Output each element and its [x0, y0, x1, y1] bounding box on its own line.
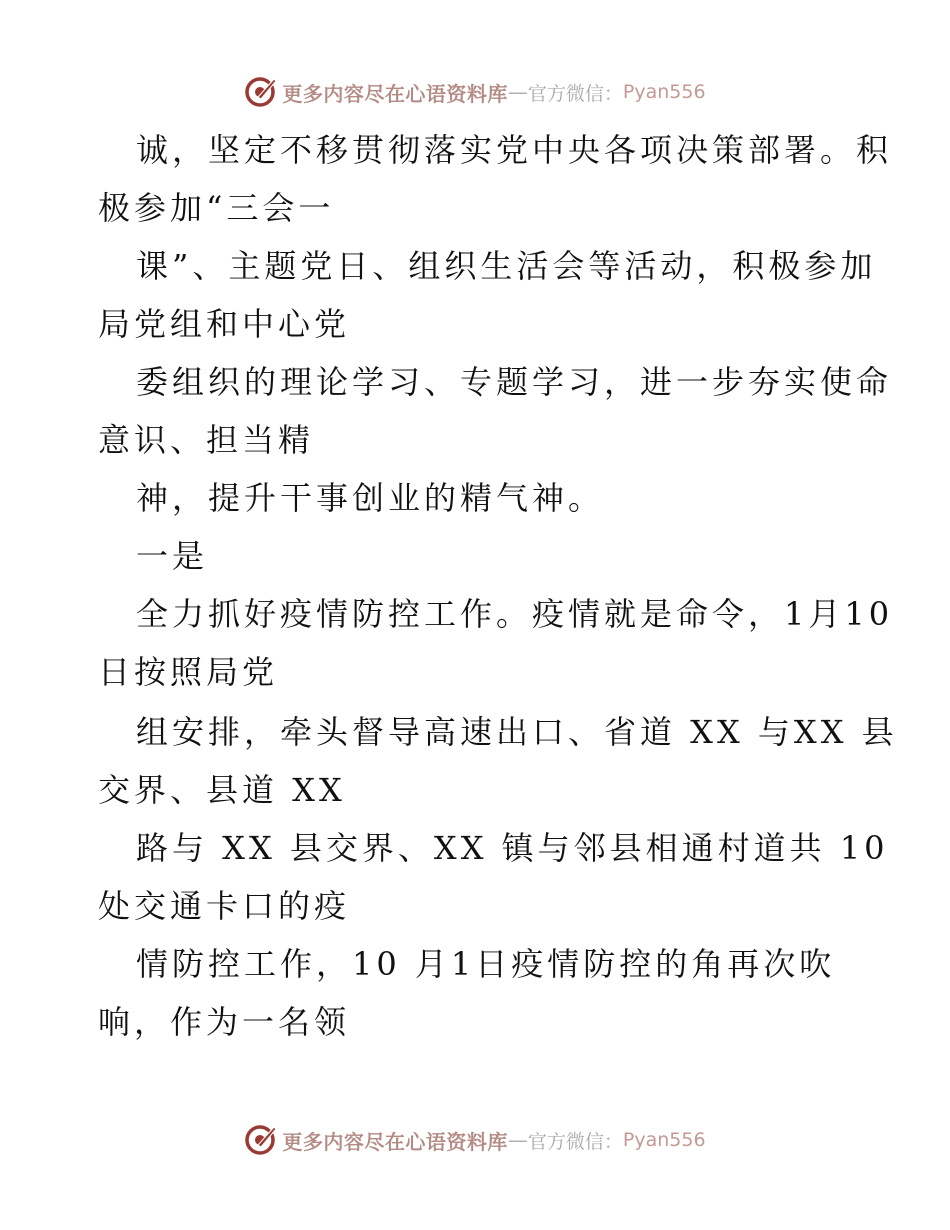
body-line: 响，作为一名领 [98, 1003, 351, 1041]
body-line: 一是 [136, 537, 209, 575]
body-line: 极参加“三会一 [98, 189, 335, 227]
body-line: 意识、担当精 [98, 421, 315, 459]
body-line: 课”、主题党日、组织生活会等活动，积极参加 [136, 247, 877, 285]
body-line: 神，提升干事创业的精气神。 [136, 479, 605, 517]
body-line: 情防控工作，10 月1日疫情防控的角再次吹 [136, 945, 836, 983]
watermark-dash: — [507, 80, 528, 104]
watermark-dash: — [507, 1128, 528, 1152]
body-line: 诚，坚定不移贯彻落实党中央各项决策部署。积 [136, 131, 893, 169]
body-line: 全力抓好疫情防控工作。疫情就是命令，1月10 [136, 595, 894, 633]
header-watermark [0, 72, 950, 112]
body-line: 日按照局党 [98, 653, 279, 691]
body-line: 局党组和中心党 [98, 305, 351, 343]
watermark-sub-text: 官方微信： [527, 82, 623, 105]
footer-watermark [0, 1120, 950, 1160]
body-line: 组安排，牵头督导高速出口、省道 XX 与XX 县 [136, 713, 898, 751]
pen-logo-icon [244, 75, 278, 109]
watermark-main-text: 更多内容尽在心语资料库 [282, 81, 508, 106]
body-line: 委组织的理论学习、专题学习，进一步夯实使命 [136, 363, 893, 401]
pen-logo-icon [244, 1123, 278, 1157]
body-line: 交界、县道 XX [98, 771, 346, 809]
watermark-wechat-id: Pyan556 [622, 81, 706, 103]
body-line: 处交通卡口的疫 [98, 887, 351, 925]
watermark-sub-text: 官方微信： [527, 1130, 623, 1153]
watermark-wechat-id: Pyan556 [622, 1129, 706, 1151]
body-line: 路与 XX 县交界、XX 镇与邻县相通村道共 10 [136, 829, 889, 867]
watermark-main-text: 更多内容尽在心语资料库 [282, 1129, 508, 1154]
